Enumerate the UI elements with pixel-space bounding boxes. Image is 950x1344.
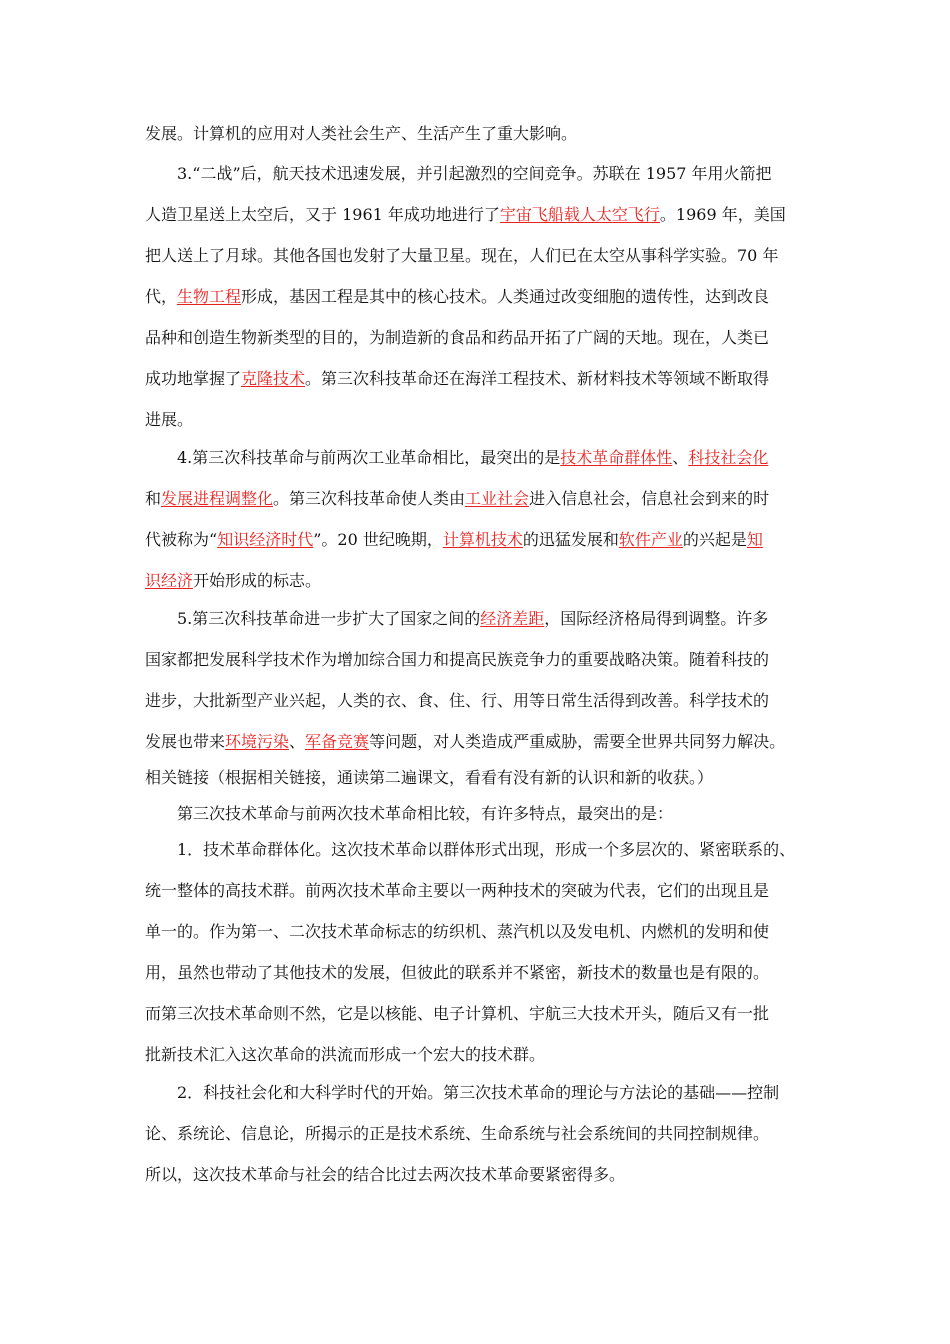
paragraph-2-line-1: 发展。计算机的应用对人类社会生产、生活产生了重大影响。 <box>145 124 578 143</box>
paragraph-3-line-6 <box>145 367 769 391</box>
paragraph-3-line-5: 品种和创造生物新类型的目的，为制造新的食品和药品开拓了广阔的天地。现在，人类已 <box>145 328 770 347</box>
key-term-knowledge-economy-part2: 识经济 <box>145 571 194 590</box>
paragraph-3-line-2 <box>145 203 786 227</box>
paragraph-3-line-3: 把人送上了月球。其他各国也发射了大量卫星。现在，人们已在太空从事科学实验。70 年 <box>145 246 779 265</box>
paragraph-3-line-1: 3.“二战”后，航天技术迅速发展，并引起激烈的空间竞争。苏联在 1957 年用火箭把 <box>177 164 772 183</box>
paragraph-4-line-2 <box>145 487 769 511</box>
key-term-process-adjustment: 发展进程调整化 <box>161 489 274 508</box>
paragraph-4-line-3 <box>145 528 763 552</box>
paragraph-4-line-4 <box>145 569 321 593</box>
key-term-knowledge-economy-era: 知识经济时代 <box>217 530 314 549</box>
text-segment: ，国际经济格局得到调整。许多 <box>544 609 769 628</box>
key-term-pollution: 环境污染 <box>225 732 290 751</box>
text-segment: 。第三次科技革命还在海洋工程技术、新材料技术等领域不断取得 <box>305 369 770 388</box>
text-segment: 5.第三次科技革命进一步扩大了国家之间的 <box>177 609 481 628</box>
text-segment: 的兴起是 <box>682 530 747 549</box>
text-segment: 开始形成的标志。 <box>193 571 322 590</box>
text-segment: 代被称为“ <box>145 530 218 549</box>
paragraph-3-line-4 <box>145 285 769 309</box>
feature-2-line-2: 论、系统论、信息论，所揭示的正是技术系统、生命系统与社会系统间的共同控制规律。 <box>145 1124 770 1143</box>
feature-1-line-5: 而第三次技术革命则不然，它是以核能、电子计算机、宇航三大技术开头，随后又有一批 <box>145 1004 770 1023</box>
feature-1-line-2: 统一整体的高技术群。前两次技术革命主要以一两种技术的突破为代表，它们的出现且是 <box>145 881 770 900</box>
key-term-industrial-society: 工业社会 <box>465 489 530 508</box>
key-term-economic-gap: 经济差距 <box>480 609 545 628</box>
key-term-tech-group: 技术革命群体性 <box>560 448 673 467</box>
text-segment: 发展也带来 <box>145 732 226 751</box>
key-term-tech-socialization: 科技社会化 <box>688 448 769 467</box>
text-segment: 。1969 年，美国 <box>659 205 786 224</box>
text-segment: 和 <box>145 489 162 508</box>
key-term-cloning: 克隆技术 <box>241 369 306 388</box>
feature-2-line-3: 所以，这次技术革命与社会的结合比过去两次技术革命要紧密得多。 <box>145 1165 626 1184</box>
paragraph-5-line-4 <box>145 730 785 754</box>
text-segment: 。第三次科技革命使人类由 <box>273 489 466 508</box>
key-term-bioengineering: 生物工程 <box>177 287 242 306</box>
related-links-heading: 相关链接（根据相关链接，通读第二遍课文，看看有没有新的认识和新的收获。） <box>145 768 714 787</box>
text-segment: 代， <box>145 287 178 306</box>
feature-1-line-3: 单一的。作为第一、二次技术革命标志的纺织机、蒸汽机以及发电机、内燃机的发明和使 <box>145 922 770 941</box>
paragraph-5-line-2: 国家都把发展科学技术作为增加综合国力和提高民族竞争力的重要战略决策。随着科技的 <box>145 650 770 669</box>
text-segment: 进入信息社会，信息社会到来的时 <box>529 489 770 508</box>
related-links-intro: 第三次技术革命与前两次技术革命相比较，有许多特点，最突出的是： <box>177 804 674 823</box>
text-segment: 的迅猛发展和 <box>522 530 619 549</box>
key-term-crewed-spaceflight: 宇宙飞船载人太空飞行 <box>499 205 660 224</box>
key-term-arms-race: 军备竞赛 <box>305 732 370 751</box>
feature-1-line-6: 批新技术汇入这次革命的洪流而形成一个宏大的技术群。 <box>145 1045 546 1064</box>
key-term-knowledge-economy-part1: 知 <box>746 530 763 549</box>
text-segment: 4.第三次科技革命与前两次工业革命相比，最突出的是 <box>177 448 561 467</box>
text-segment: 、 <box>289 732 306 751</box>
paragraph-3-line-7: 进展。 <box>145 410 194 429</box>
text-segment: 人造卫星送上太空后，又于 1961 年成功地进行了 <box>145 205 500 224</box>
feature-1-line-4: 用，虽然也带动了其他技术的发展，但彼此的联系并不紧密，新技术的数量也是有限的。 <box>145 963 770 982</box>
key-term-computer-technology: 计算机技术 <box>442 530 523 549</box>
paragraph-5-line-1 <box>177 607 768 631</box>
paragraph-5-line-3: 进步，大批新型产业兴起，人类的衣、食、住、行、用等日常生活得到改善。科学技术的 <box>145 691 770 710</box>
paragraph-4-line-1 <box>177 446 768 470</box>
feature-1-line-1: 1．技术革命群体化。这次技术革命以群体形式出现，形成一个多层次的、紧密联系的、 <box>177 840 796 859</box>
text-segment: 成功地掌握了 <box>145 369 242 388</box>
feature-2-line-1: 2．科技社会化和大科学时代的开始。第三次技术革命的理论与方法论的基础——控制 <box>177 1083 780 1102</box>
key-term-software-industry: 软件产业 <box>618 530 683 549</box>
text-segment: 、 <box>672 448 689 467</box>
text-segment: 等问题，对人类造成严重威胁，需要全世界共同努力解决。 <box>369 732 786 751</box>
text-segment: 形成，基因工程是其中的核心技术。人类通过改变细胞的遗传性，达到改良 <box>241 287 770 306</box>
text-segment: ”。20 世纪晚期， <box>313 530 443 549</box>
